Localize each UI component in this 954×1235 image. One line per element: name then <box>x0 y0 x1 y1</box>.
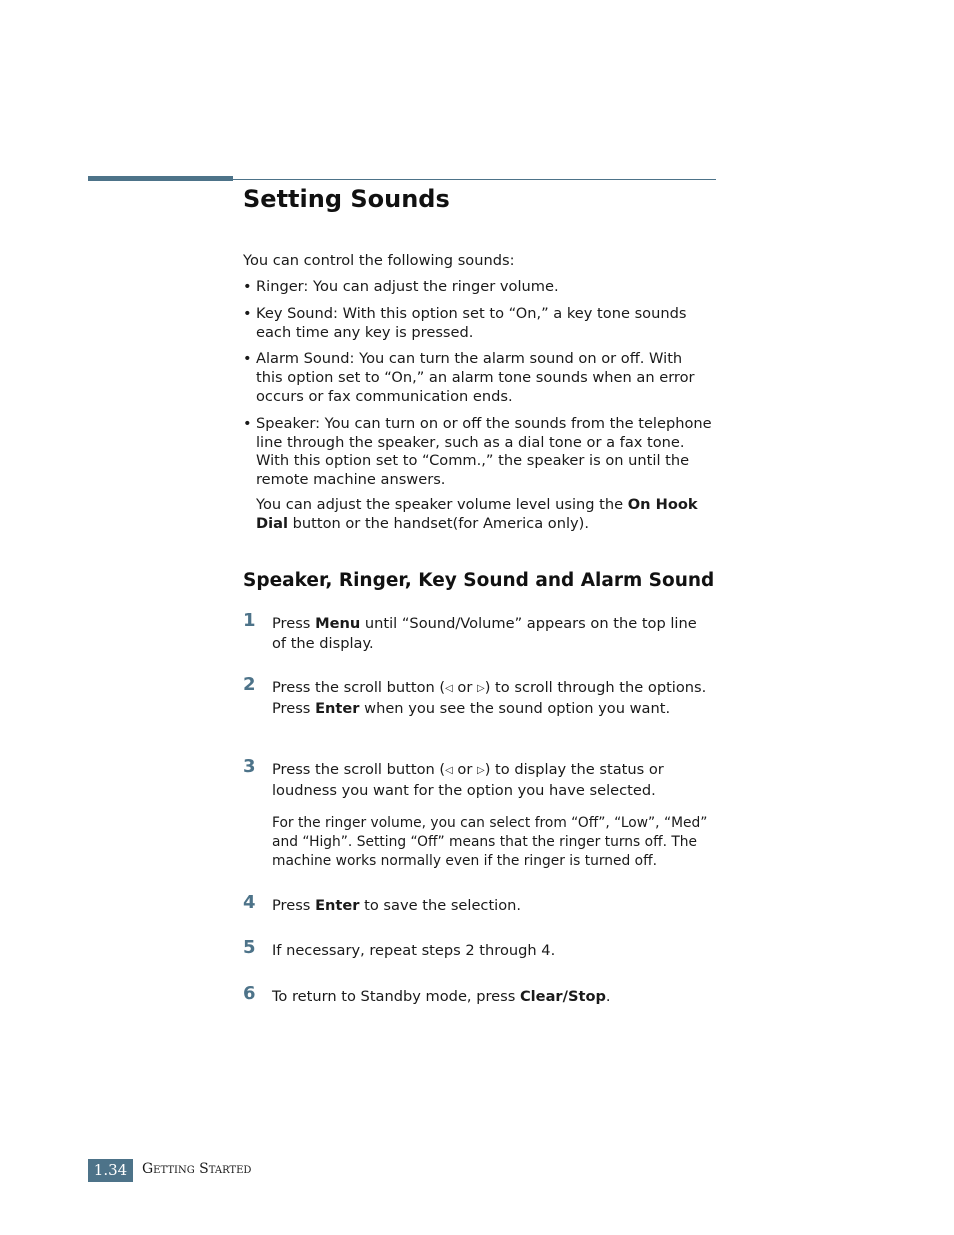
header-rule-thin <box>233 179 716 180</box>
header-rule-thick <box>88 176 233 181</box>
left-arrow-icon: ◁ <box>445 765 453 776</box>
step-text: If necessary, repeat steps 2 through 4. <box>272 942 556 959</box>
step-text: To return to Standby mode, press Clear/Stop. <box>272 988 611 1005</box>
right-arrow-icon: ▷ <box>477 683 485 694</box>
step-text: Press Menu until “Sound/Volume” appears on the top line of the display. <box>272 615 697 652</box>
section-label: Getting Started <box>142 1161 252 1177</box>
list-item-ringer: • Ringer: You can adjust the ringer volume. <box>243 278 713 297</box>
page-number: 1.34 <box>88 1159 133 1182</box>
step-number: 3 <box>243 756 256 777</box>
speaker-volume-note: You can adjust the speaker volume level using the On Hook Dial button or the handset(for America only). <box>256 496 698 532</box>
intro-text: You can control the following sounds: <box>243 252 515 269</box>
sound-list <box>243 278 713 498</box>
list-item-speaker: • Speaker: You can turn on or off the sounds from the telephone line through the speaker, such as a dial tone or a fax tone. With this option set to “Comm.,” the speaker is on until the remote machine answers. <box>243 415 713 490</box>
left-arrow-icon: ◁ <box>445 683 453 694</box>
step-number: 2 <box>243 674 256 695</box>
step-text: Press Enter to save the selection. <box>272 897 522 914</box>
step-number: 4 <box>243 892 256 913</box>
step-text: Press the scroll button (◁ or ▷) to scroll through the options. Press Enter when you see the sound option you want. <box>272 679 707 717</box>
page-title: Setting Sounds <box>243 185 450 213</box>
step-text: Press the scroll button (◁ or ▷) to display the status or loudness you want for the option you have selected. <box>272 761 664 799</box>
ringer-volume-note: For the ringer volume, you can select from “Off”, “Low”, “Med” and “High”. Setting “Off” means that the ringer turns off. The machine works normally even if the ringer is turned off. <box>272 815 708 869</box>
section-subtitle: Speaker, Ringer, Key Sound and Alarm Sound <box>243 570 715 591</box>
step-number: 6 <box>243 983 256 1004</box>
list-item-key-sound: • Key Sound: With this option set to “On,” a key tone sounds each time any key is pressed. <box>243 305 713 343</box>
list-item-alarm-sound: • Alarm Sound: You can turn the alarm sound on or off. With this option set to “On,” an alarm tone sounds when an error occurs or fax communication ends. <box>243 350 713 406</box>
step-number: 5 <box>243 937 256 958</box>
step-number: 1 <box>243 610 256 631</box>
right-arrow-icon: ▷ <box>477 765 485 776</box>
